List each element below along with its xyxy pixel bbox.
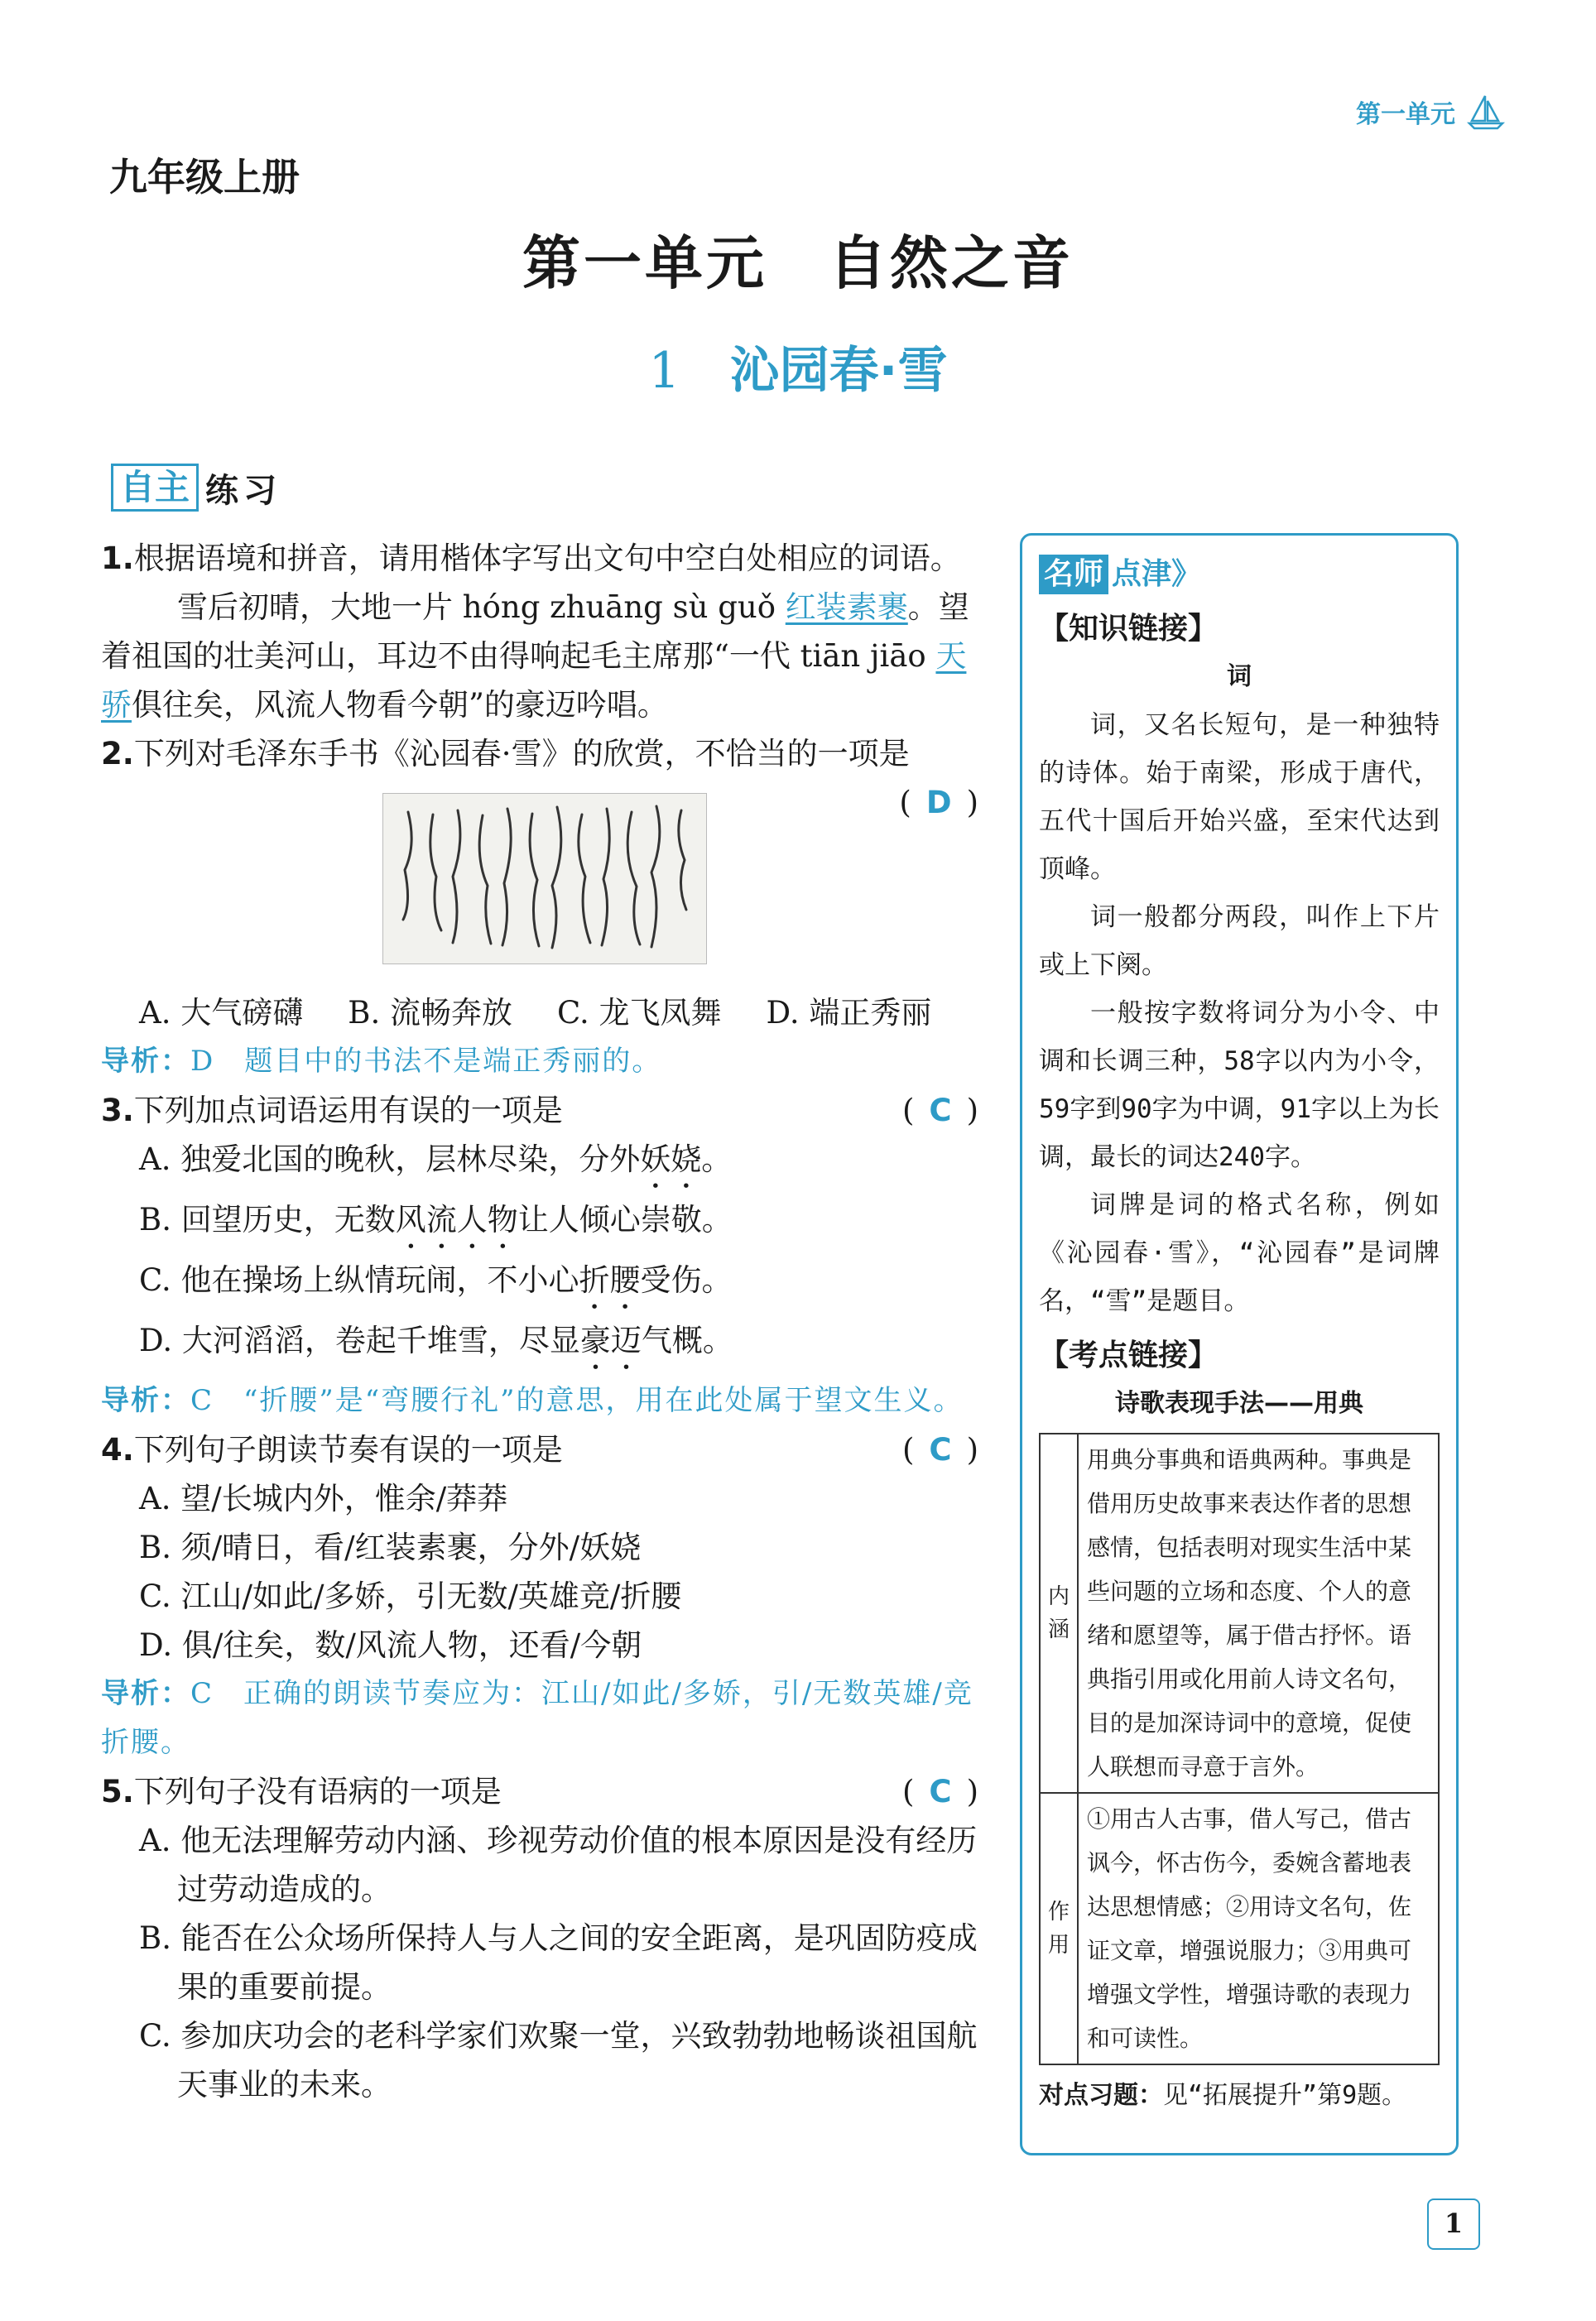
q2-stem: 下列对毛泽东手书《沁园春·雪》的欣赏，不恰当的一项是 <box>133 736 910 771</box>
q2-option-c: C. 龙飞凤舞 <box>556 995 722 1031</box>
questions-column <box>101 534 978 2109</box>
tips-heading-box: 名师 <box>1039 555 1108 594</box>
q3-answer-paren: ( C ) <box>901 1093 978 1128</box>
q4-analysis-label: 导析： <box>101 1677 190 1710</box>
q3-c-post: 受伤。 <box>640 1262 733 1298</box>
q3-number: 3. <box>101 1093 134 1128</box>
unit-tag <box>1356 93 1505 131</box>
q1-passage-part3: 俱往矣，风流人物看今朝”的豪迈吟唱。 <box>132 687 668 723</box>
tips-heading-rest: 点津》 <box>1112 557 1202 591</box>
q5-option-c: C. 参加庆功会的老科学家们欢聚一堂，兴致勃勃地畅谈祖国航天事业的未来。 <box>139 2018 978 2102</box>
practice-reference-text: 见“拓展提升”第9题。 <box>1163 2081 1407 2110</box>
q1-passage <box>101 583 978 729</box>
question-1 <box>101 534 978 583</box>
q5-answer-paren: ( C ) <box>901 1774 978 1809</box>
q2-analysis-text: D 题目中的书法不是端正秀丽的。 <box>190 1045 662 1078</box>
table-row <box>1040 1793 1439 2064</box>
calligraphy-image <box>382 793 707 964</box>
q3-d-pre: D. 大河滔滔，卷起千堆雪，尽显 <box>139 1323 580 1358</box>
q4-answer-paren: ( C ) <box>901 1432 978 1468</box>
q1-number: 1. <box>101 541 134 576</box>
q3-a-post: 。 <box>701 1141 733 1177</box>
q4-analysis-text: C 正确的朗读节奏应为：江山/如此/多娇，引/无数英雄/竞折腰。 <box>101 1677 973 1759</box>
q3-option-b <box>101 1195 978 1256</box>
grade-label: 九年级上册 <box>109 155 300 199</box>
row-label-connotation: 内涵 <box>1040 1434 1078 1793</box>
q2-number: 2. <box>101 736 134 771</box>
q2-analysis-label: 导析： <box>101 1045 190 1078</box>
q3-c-pre: C. 他在操场上纵情玩闹，不小心 <box>139 1262 579 1298</box>
practice-reference-label: 对点习题： <box>1039 2081 1163 2110</box>
q3-analysis-text: C “折腰”是“弯腰行礼”的意思，用在此处属于望文生义。 <box>190 1384 964 1417</box>
q4-option-d: D. 俱/往矣，数/风流人物，还看/今朝 <box>139 1627 642 1663</box>
section-rest-label: 练习 <box>205 471 282 510</box>
q4-option-b: B. 须/晴日，看/红装素裹，分外/妖娆 <box>139 1530 642 1565</box>
q3-analysis <box>101 1377 978 1425</box>
teacher-tips-heading <box>1039 550 1440 598</box>
q5-answer: C <box>929 1774 952 1809</box>
table-row <box>1040 1434 1439 1793</box>
q4-answer: C <box>929 1432 952 1468</box>
lesson-name: 沁园春·雪 <box>729 342 948 400</box>
q1-answer-2: 天骄 <box>101 638 967 723</box>
q1-passage-part2: 。望着祖国的壮美河山，耳边不由得响起毛主席那“一代 tiān jiāo <box>101 589 969 674</box>
q5-option-b: B. 能否在公众场所保持人与人之间的安全距离，是巩固防疫成果的重要前提。 <box>139 1920 978 2005</box>
sailboat-icon <box>1467 93 1505 131</box>
exam-link-title: 【考点链接】 <box>1039 1338 1219 1372</box>
q1-passage-part1: 雪后初晴，大地一片 hóng zhuāng sù guǒ <box>177 589 786 625</box>
q2-answer: D <box>925 785 952 820</box>
ci-paragraph-1: 词，又名长短句，是一种独特的诗体。始于南梁，形成于唐代，五代十国后开始兴盛，至宋代达到顶峰。 <box>1039 710 1440 884</box>
q3-b-dotted: 风流人物 <box>395 1202 518 1237</box>
ci-title: 词 <box>1227 662 1252 691</box>
question-5 <box>101 1767 978 1816</box>
q4-analysis <box>101 1670 978 1767</box>
lesson-title <box>0 331 1596 402</box>
q2-analysis <box>101 1037 978 1086</box>
question-4 <box>101 1425 978 1474</box>
q2-answer-paren: ( D ) <box>899 785 978 820</box>
q4-option-c: C. 江山/如此/多娇，引无数/英雄竞/折腰 <box>139 1579 682 1614</box>
q3-c-dotted: 折腰 <box>579 1262 641 1298</box>
q5-number: 5. <box>101 1774 134 1809</box>
q3-option-d <box>101 1316 978 1377</box>
q2-options <box>101 988 978 1037</box>
section-box-label: 自主 <box>111 464 199 512</box>
teacher-tips-panel <box>1020 533 1459 2155</box>
question-2 <box>101 729 978 820</box>
q4-stem: 下列句子朗读节奏有误的一项是 <box>133 1432 563 1468</box>
knowledge-link-title: 【知识链接】 <box>1039 612 1219 646</box>
section-heading <box>111 464 281 512</box>
row-label-function: 作用 <box>1040 1793 1078 2064</box>
allusion-table <box>1039 1433 1440 2065</box>
row-text-connotation: 用典分事典和语典两种。事典是借用历史故事来表达作者的思想感情，包括表明对现实生活中某些问题的立场和态度、个人的意绪和愿望等，属于借古抒怀。语典指引用或化用前人诗文名句，目的是加深诗词中的意境，促使人联想而寻意于言外。 <box>1078 1434 1439 1793</box>
q4-number: 4. <box>101 1432 134 1468</box>
ci-paragraph-2: 词一般都分两段，叫作上下片或上下阕。 <box>1039 902 1440 980</box>
q2-option-a: A. 大气磅礴 <box>139 995 304 1031</box>
q2-option-b: B. 流畅奔放 <box>348 995 512 1031</box>
allusion-table-title: 诗歌表现手法——用典 <box>1115 1389 1363 1418</box>
q3-stem: 下列加点词语运用有误的一项是 <box>133 1093 563 1128</box>
row-text-function: ①用古人古事，借人写己，借古讽今，怀古伤今，委婉含蓄地表达思想情感；②用诗文名句，佐证文章，增强说服力；③用典可增强文学性，增强诗歌的表现力和可读性。 <box>1078 1793 1439 2064</box>
q2-option-d: D. 端正秀丽 <box>766 995 932 1031</box>
q3-option-c <box>101 1256 978 1316</box>
unit-title: 第一单元 自然之音 <box>522 228 1074 297</box>
lesson-number: 1 <box>648 342 680 400</box>
q4-option-a: A. 望/长城内外，惟余/莽莽 <box>139 1481 508 1516</box>
ci-paragraph-3: 一般按字数将词分为小令、中调和长调三种，58字以内为小令，59字到90字为中调，91字以上为长调，最长的词达240字。 <box>1039 998 1440 1172</box>
q3-d-dotted: 豪迈 <box>579 1323 642 1358</box>
unit-tag-text: 第一单元 <box>1356 100 1455 129</box>
practice-reference <box>1039 2072 1440 2120</box>
q3-analysis-label: 导析： <box>101 1384 190 1417</box>
q1-answer-1: 红装素裹 <box>785 589 908 625</box>
q1-stem: 根据语境和拼音，请用楷体字写出文句中空白处相应的词语。 <box>133 541 961 576</box>
q3-option-a <box>101 1135 978 1195</box>
q3-answer: C <box>929 1093 952 1128</box>
q3-b-pre: B. 回望历史，无数 <box>139 1202 396 1237</box>
question-3 <box>101 1086 978 1135</box>
q5-option-a: A. 他无法理解劳动内涵、珍视劳动价值的根本原因是没有经历过劳动造成的。 <box>139 1823 978 1907</box>
q3-b-post: 让人倾心崇敬。 <box>517 1202 733 1237</box>
ci-paragraph-4: 词牌是词的格式名称，例如《沁园春·雪》，“沁园春”是词牌名，“雪”是题目。 <box>1039 1190 1440 1316</box>
page-number: 1 <box>1427 2198 1480 2250</box>
q3-a-pre: A. 独爱北国的晚秋，层林尽染，分外 <box>139 1141 641 1177</box>
q3-d-post: 气概。 <box>641 1323 733 1358</box>
q3-a-dotted: 妖娆 <box>640 1141 702 1177</box>
q5-stem: 下列句子没有语病的一项是 <box>133 1774 502 1809</box>
